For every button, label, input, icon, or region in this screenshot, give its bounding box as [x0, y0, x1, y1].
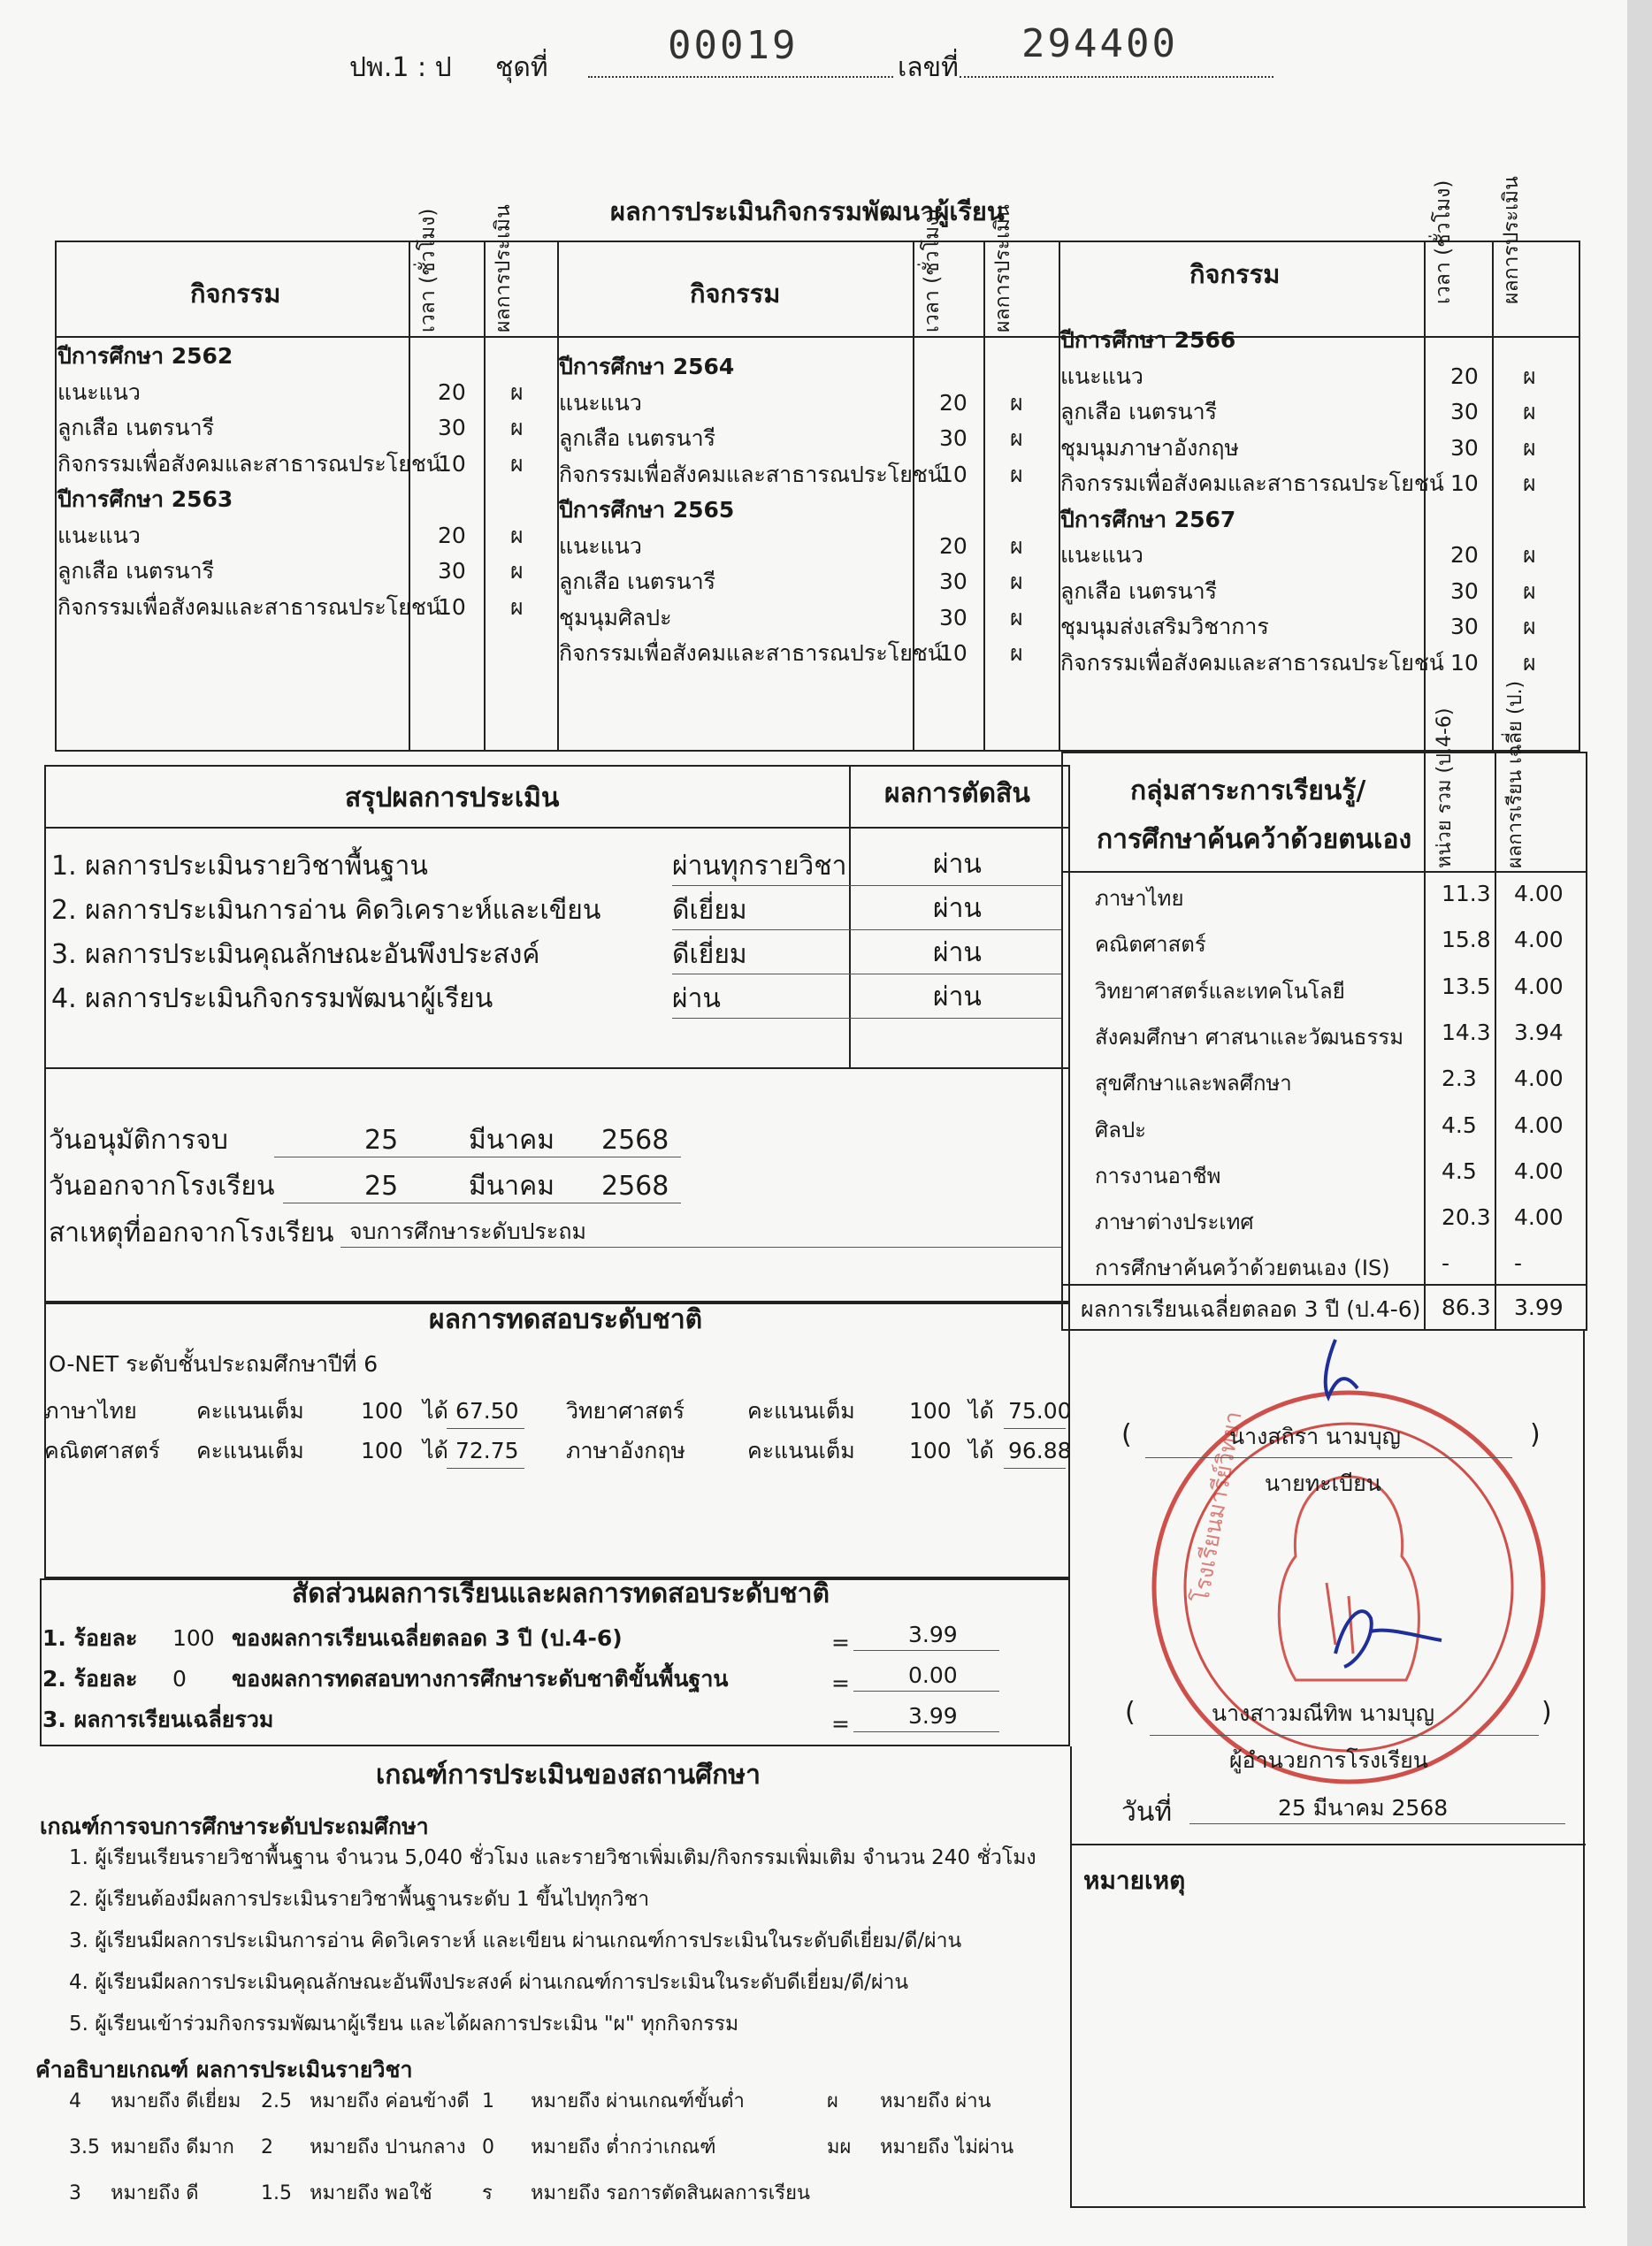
activity-hours: 30 [438, 415, 466, 440]
onet-full: 100 [909, 1398, 952, 1424]
remarks-title: หมายเหตุ [1083, 1866, 1186, 1895]
activity-result: ผ [510, 593, 524, 620]
summary-row-label: 3. ผลการประเมินคุณลักษณะอันพึงประสงค์ [51, 939, 540, 970]
activity-name: ลูกเสือ เนตรนารี [57, 415, 215, 440]
gpa-col-header: ผลการเรียน เฉลี่ย (ป.) [1504, 680, 1526, 868]
onet-title: ผลการทดสอบระดับชาติ [429, 1304, 703, 1335]
onet-full: 100 [909, 1438, 952, 1463]
legend-text: หมายถึง รอการตัดสินผลการเรียน [531, 2182, 810, 2204]
activity-result: ผ [1523, 434, 1536, 461]
registrar-name: นางสถิรา นามบุญ [1229, 1424, 1401, 1449]
activity-name: แนะแนว [1060, 363, 1143, 389]
legend-code: มผ [827, 2136, 852, 2158]
grade-credit: - [1442, 1250, 1450, 1277]
legend-text: หมายถึง ไม่ผ่าน [880, 2136, 1014, 2158]
date-label: วันที่ [1121, 1797, 1173, 1828]
legend-code: 4 [69, 2090, 81, 2112]
onet-full-label: คะแนนเต็ม [747, 1398, 855, 1424]
ratio-value: 3.99 [908, 1622, 958, 1647]
criteria-item: 5. ผู้เรียนเข้าร่วมกิจกรรมพัฒนาผู้เรียน และได้ผลการประเมิน "ผ" ทุกกิจกรรม [69, 2013, 739, 2036]
onet-full-label: คะแนนเต็ม [747, 1438, 855, 1463]
criteria-item: 3. ผู้เรียนมีผลการประเมินการอ่าน คิดวิเคราะห์ และเขียน ผ่านเกณฑ์การประเมินในระดับดีเยี่ยม/ดี/ผ่าน [69, 1929, 962, 1952]
summary-row-decision: ผ่าน [933, 937, 982, 968]
activity-name: กิจกรรมเพื่อสังคมและสาธารณประโยชน์ [57, 450, 441, 477]
grade-credit: 20.3 [1442, 1204, 1491, 1231]
ratio-value: 0.00 [908, 1662, 958, 1688]
onet-subject: วิทยาศาสตร์ [566, 1398, 685, 1424]
legend-text: หมายถึง ผ่าน [880, 2090, 991, 2112]
grades-title-line2: การศึกษาค้นคว้าด้วยตนเอง [1097, 824, 1412, 855]
activity-result: ผ [1010, 569, 1023, 594]
activity-hours: 30 [1450, 614, 1479, 639]
legend-code: 3 [69, 2182, 81, 2204]
leave-month: มีนาคม [469, 1171, 554, 1202]
activity-name: แนะแนว [559, 389, 642, 416]
activity-hours: 10 [1450, 470, 1479, 496]
result-col-header: ผลการประเมิน [1500, 176, 1523, 304]
activity-result: ผ [1010, 532, 1023, 559]
activity-result: ผ [1010, 389, 1023, 416]
number-dotted-line [960, 76, 1273, 78]
activity-hours: 30 [939, 604, 967, 630]
ratio-title: สัดส่วนผลการเรียนและผลการทดสอบระดับชาติ [292, 1578, 830, 1609]
grade-gpa: - [1514, 1250, 1523, 1277]
criteria-title: เกณฑ์การประเมินของสถานศึกษา [376, 1760, 761, 1791]
legend-code: 1 [482, 2090, 494, 2112]
approve-year: 2568 [601, 1125, 669, 1156]
activity-name: ลูกเสือ เนตรนารี [57, 558, 215, 584]
activity-year-heading: ปีการศึกษา 2566 [1060, 327, 1236, 353]
activity-result: ผ [1010, 461, 1023, 487]
activity-result: ผ [1523, 542, 1536, 568]
ratio-label: 2. ร้อยละ [42, 1666, 138, 1692]
activity-hours: 20 [438, 522, 466, 548]
onet-score: 75.00 [1008, 1398, 1072, 1424]
total-label: ผลการเรียนเฉลี่ยตลอด 3 ปี (ป.4-6) [1081, 1296, 1421, 1322]
grade-gpa: 4.00 [1514, 881, 1564, 906]
grade-gpa: 4.00 [1514, 1066, 1564, 1092]
activity-result: ผ [1523, 363, 1536, 389]
paren-close: ) [1530, 1419, 1541, 1450]
grade-subject: สุขศึกษาและพลศึกษา [1095, 1071, 1292, 1096]
summary-row-decision: ผ่าน [933, 893, 982, 924]
ratio-percent: 0 [172, 1666, 187, 1692]
onet-full-label: คะแนนเต็ม [196, 1438, 304, 1463]
grade-credit: 13.5 [1442, 973, 1491, 999]
activity-hours: 30 [1450, 399, 1479, 424]
activity-name: แนะแนว [559, 532, 642, 559]
activity-name: กิจกรรมเพื่อสังคมและสาธารณประโยชน์ [1060, 470, 1444, 496]
onet-score: 96.88 [1008, 1438, 1072, 1463]
grade-gpa: 4.00 [1514, 1157, 1564, 1184]
ratio-text: ของผลการทดสอบทางการศึกษาระดับชาติขั้นพื้นฐาน [232, 1666, 729, 1692]
paren-open: ( [1121, 1419, 1132, 1450]
grade-subject: ภาษาต่างประเทศ [1095, 1210, 1254, 1235]
result-col-header: ผลการประเมิน [991, 204, 1014, 332]
activity-result: ผ [1523, 614, 1536, 639]
grade-subject: วิทยาศาสตร์และเทคโนโลยี [1095, 978, 1345, 1004]
onet-subject: ภาษาไทย [44, 1398, 137, 1424]
ratio-text: ของผลการเรียนเฉลี่ยตลอด 3 ปี (ป.4-6) [232, 1625, 623, 1651]
activity-name: กิจกรรมเพื่อสังคมและสาธารณประโยชน์ [57, 593, 441, 620]
summary-row-decision: ผ่าน [933, 849, 982, 880]
onet-full: 100 [361, 1398, 403, 1424]
hours-col-header: เวลา (ชั่วโมง) [417, 208, 440, 332]
legend-text: หมายถึง ปานกลาง [310, 2136, 466, 2158]
activity-name: ชุมนุมศิลปะ [559, 604, 672, 630]
activity-hours: 20 [1450, 542, 1479, 568]
summary-row-label: 4. ผลการประเมินกิจกรรมพัฒนาผู้เรียน [51, 983, 493, 1014]
activity-name: ลูกเสือ เนตรนารี [1060, 399, 1218, 424]
summary-row-label: 1. ผลการประเมินรายวิชาพื้นฐาน [51, 851, 428, 882]
activity-hours: 20 [939, 389, 967, 416]
hours-col-header: เวลา (ชั่วโมง) [1432, 180, 1455, 304]
approve-label: วันอนุมัติการจบ [49, 1125, 228, 1156]
criteria-item: 4. ผู้เรียนมีผลการประเมินคุณลักษณะอันพึงประสงค์ ผ่านเกณฑ์การประเมินในระดับดีเยี่ยม/ดี/ผ่าน [69, 1971, 909, 1994]
legend-text: หมายถึง พอใช้ [310, 2182, 432, 2204]
ratio-label: 1. ร้อยละ [42, 1625, 138, 1651]
activity-hours: 10 [438, 593, 466, 620]
legend-code: ผ [827, 2090, 838, 2112]
legend-code: 2.5 [261, 2090, 292, 2112]
director-name: นางสาวมณีทิพ นามบุญ [1212, 1700, 1435, 1726]
grade-subject: การศึกษาค้นคว้าด้วยตนเอง (IS) [1095, 1256, 1390, 1281]
activity-name: ชุมนุมส่งเสริมวิชาการ [1060, 614, 1269, 639]
activity-col-header: กิจกรรม [690, 279, 781, 309]
grade-gpa: 4.00 [1514, 1204, 1564, 1231]
grade-subject: สังคมศึกษา ศาสนาและวัฒนธรรม [1095, 1024, 1404, 1050]
activity-hours: 30 [939, 569, 967, 594]
legend-text: หมายถึง ผ่านเกณฑ์ขั้นต่ำ [531, 2090, 745, 2112]
grade-credit: 4.5 [1442, 1157, 1477, 1184]
activity-year-heading: ปีการศึกษา 2562 [57, 343, 233, 369]
grade-credit: 14.3 [1442, 1019, 1491, 1045]
leave-label: วันออกจากโรงเรียน [49, 1171, 275, 1202]
activity-year-heading: ปีการศึกษา 2563 [57, 486, 233, 512]
ratio-equals: = [831, 1630, 850, 1655]
grade-subject: ศิลปะ [1095, 1117, 1147, 1142]
credit-col-header: หน่วย รวม (ป.4-6) [1434, 707, 1456, 868]
ratio-equals: = [831, 1670, 850, 1696]
activity-result: ผ [510, 522, 524, 548]
grade-gpa: 3.94 [1514, 1019, 1564, 1045]
total-gpa: 3.99 [1514, 1295, 1564, 1320]
activity-name: กิจกรรมเพื่อสังคมและสาธารณประโยชน์ [559, 640, 943, 666]
activity-hours: 10 [939, 640, 967, 666]
activity-result: ผ [510, 450, 524, 477]
onet-got-label: ได้ [423, 1438, 448, 1463]
grade-subject: การงานอาชีพ [1095, 1163, 1221, 1188]
set-number: 00019 [668, 23, 799, 68]
onet-got-label: ได้ [423, 1398, 448, 1424]
activity-hours: 30 [939, 425, 967, 451]
onet-subject: ภาษาอังกฤษ [566, 1438, 686, 1463]
set-dotted-line [588, 76, 893, 78]
director-title: ผู้อำนวยการโรงเรียน [1229, 1747, 1428, 1773]
grades-title-line1: กลุ่มสาระการเรียนรู้/ [1130, 775, 1366, 806]
sign-date: 25 มีนาคม 2568 [1278, 1795, 1449, 1821]
activity-result: ผ [1523, 577, 1536, 604]
number-label: เลขที่ [898, 52, 959, 83]
activity-result: ผ [1523, 649, 1536, 676]
activity-name: ลูกเสือ เนตรนารี [559, 425, 716, 451]
total-credit: 86.3 [1442, 1295, 1491, 1320]
activity-hours: 10 [438, 450, 466, 477]
director-signature [1309, 1583, 1450, 1689]
activity-hours: 30 [1450, 434, 1479, 461]
activity-hours: 20 [438, 378, 466, 405]
legend-code: 3.5 [69, 2136, 100, 2158]
activity-hours: 20 [1450, 363, 1479, 389]
legend-text: หมายถึง ต่ำกว่าเกณฑ์ [531, 2136, 716, 2158]
legend-text: หมายถึง ดีเยี่ยม [111, 2090, 241, 2112]
onet-full-label: คะแนนเต็ม [196, 1398, 304, 1424]
activity-year-heading: ปีการศึกษา 2565 [559, 497, 735, 523]
paren-close: ) [1541, 1697, 1552, 1728]
activity-name: กิจกรรมเพื่อสังคมและสาธารณประโยชน์ [559, 461, 943, 487]
grade-gpa: 4.00 [1514, 973, 1564, 999]
criteria-item: 2. ผู้เรียนต้องมีผลการประเมินรายวิชาพื้นฐานระดับ 1 ขึ้นไปทุกวิชา [69, 1888, 650, 1911]
onet-subject: คณิตศาสตร์ [44, 1438, 160, 1463]
ratio-label: 3. ผลการเรียนเฉลี่ยรวม [42, 1707, 274, 1732]
leave-year: 2568 [601, 1171, 669, 1202]
activity-year-heading: ปีการศึกษา 2564 [559, 354, 735, 379]
activity-result: ผ [1523, 399, 1536, 424]
legend-text: หมายถึง ดีมาก [111, 2136, 234, 2158]
activity-name: แนะแนว [57, 378, 141, 405]
grade-subject: คณิตศาสตร์ [1095, 932, 1206, 958]
activity-hours: 30 [438, 558, 466, 584]
activity-result: ผ [1010, 604, 1023, 630]
activity-name: ชุมนุมภาษาอังกฤษ [1060, 434, 1240, 461]
paren-open: ( [1125, 1697, 1136, 1728]
activity-result: ผ [510, 558, 524, 584]
summary-title: สรุปผลการประเมิน [345, 783, 560, 814]
legend-code: ร [482, 2182, 493, 2204]
summary-row-level: ผ่านทุกรายวิชา [672, 851, 847, 882]
onet-score: 72.75 [455, 1438, 519, 1463]
grade-gpa: 4.00 [1514, 1112, 1564, 1138]
activity-col-header: กิจกรรม [1189, 259, 1281, 289]
criteria-item: 1. ผู้เรียนเรียนรายวิชาพื้นฐาน จำนวน 5,040 ชั่วโมง และรายวิชาเพิ่มเติม/กิจกรรมเพิ่มเติม จำนวน 240 ชั่วโมง [69, 1846, 1036, 1869]
result-col-header: ผลการประเมิน [492, 204, 515, 332]
registrar-title: นายทะเบียน [1265, 1471, 1381, 1496]
activity-year-heading: ปีการศึกษา 2567 [1060, 506, 1236, 532]
summary-row-label: 2. ผลการประเมินการอ่าน คิดวิเคราะห์และเขียน [51, 895, 601, 926]
graduation-criteria-title: เกณฑ์การจบการศึกษาระดับประถมศึกษา [40, 1814, 429, 1839]
onet-got-label: ได้ [968, 1398, 994, 1424]
activity-hours: 20 [939, 532, 967, 559]
summary-row-level: ดีเยี่ยม [672, 939, 747, 970]
activity-result: ผ [510, 378, 524, 405]
activity-result: ผ [1010, 425, 1023, 451]
activity-hours: 10 [1450, 649, 1479, 676]
onet-level: O-NET ระดับชั้นประถมศึกษาปีที่ 6 [49, 1351, 379, 1377]
activity-col-header: กิจกรรม [190, 279, 281, 309]
activity-name: แนะแนว [1060, 542, 1143, 568]
summary-row-decision: ผ่าน [933, 982, 982, 1012]
legend-title: คำอธิบายเกณฑ์ ผลการประเมินรายวิชา [35, 2057, 413, 2082]
summary-row-level: ผ่าน [672, 983, 721, 1014]
leave-day: 25 [364, 1171, 399, 1202]
ratio-percent: 100 [172, 1625, 215, 1651]
leave-reason: จบการศึกษาระดับประถม [349, 1218, 586, 1244]
activity-result: ผ [510, 415, 524, 440]
legend-text: หมายถึง ค่อนข้างดี [310, 2090, 470, 2112]
reason-label: สาเหตุที่ออกจากโรงเรียน [49, 1218, 334, 1249]
onet-got-label: ได้ [968, 1438, 994, 1463]
hours-col-header: เวลา (ชั่วโมง) [921, 208, 944, 332]
legend-code: 0 [482, 2136, 494, 2158]
legend-code: 2 [261, 2136, 273, 2158]
activity-name: แนะแนว [57, 522, 141, 548]
grade-gpa: 4.00 [1514, 927, 1564, 953]
activity-result: ผ [1010, 640, 1023, 666]
grade-credit: 15.8 [1442, 927, 1491, 953]
grade-credit: 11.3 [1442, 881, 1491, 906]
ratio-value: 3.99 [908, 1703, 958, 1729]
decision-title: ผลการตัดสิน [884, 778, 1030, 809]
legend-text: หมายถึง ดี [111, 2182, 199, 2204]
set-label: ชุดที่ [495, 52, 548, 83]
grade-subject: ภาษาไทย [1095, 886, 1184, 911]
seal-text: โรงเรียนมารีย์วิทยา [1188, 1409, 1248, 1605]
approve-month: มีนาคม [469, 1125, 554, 1156]
onet-full: 100 [361, 1438, 403, 1463]
onet-score: 67.50 [455, 1398, 519, 1424]
approve-day: 25 [364, 1125, 399, 1156]
activity-name: ลูกเสือ เนตรนารี [559, 569, 716, 594]
summary-row-level: ดีเยี่ยม [672, 895, 747, 926]
activity-result: ผ [1523, 470, 1536, 496]
activity-hours: 30 [1450, 577, 1479, 604]
ratio-equals: = [831, 1711, 850, 1737]
grade-credit: 4.5 [1442, 1112, 1477, 1138]
grade-credit: 2.3 [1442, 1066, 1477, 1092]
registrar-signature [1309, 1335, 1380, 1415]
form-code: ปพ.1 : ป [349, 52, 452, 83]
legend-code: 1.5 [261, 2182, 292, 2204]
activity-hours: 10 [939, 461, 967, 487]
document-number: 294400 [1021, 21, 1178, 66]
activities-title: ผลการประเมินกิจกรรมพัฒนาผู้เรียน [610, 196, 1005, 226]
activity-name: ลูกเสือ เนตรนารี [1060, 577, 1218, 604]
activity-name: กิจกรรมเพื่อสังคมและสาธารณประโยชน์ [1060, 649, 1444, 676]
